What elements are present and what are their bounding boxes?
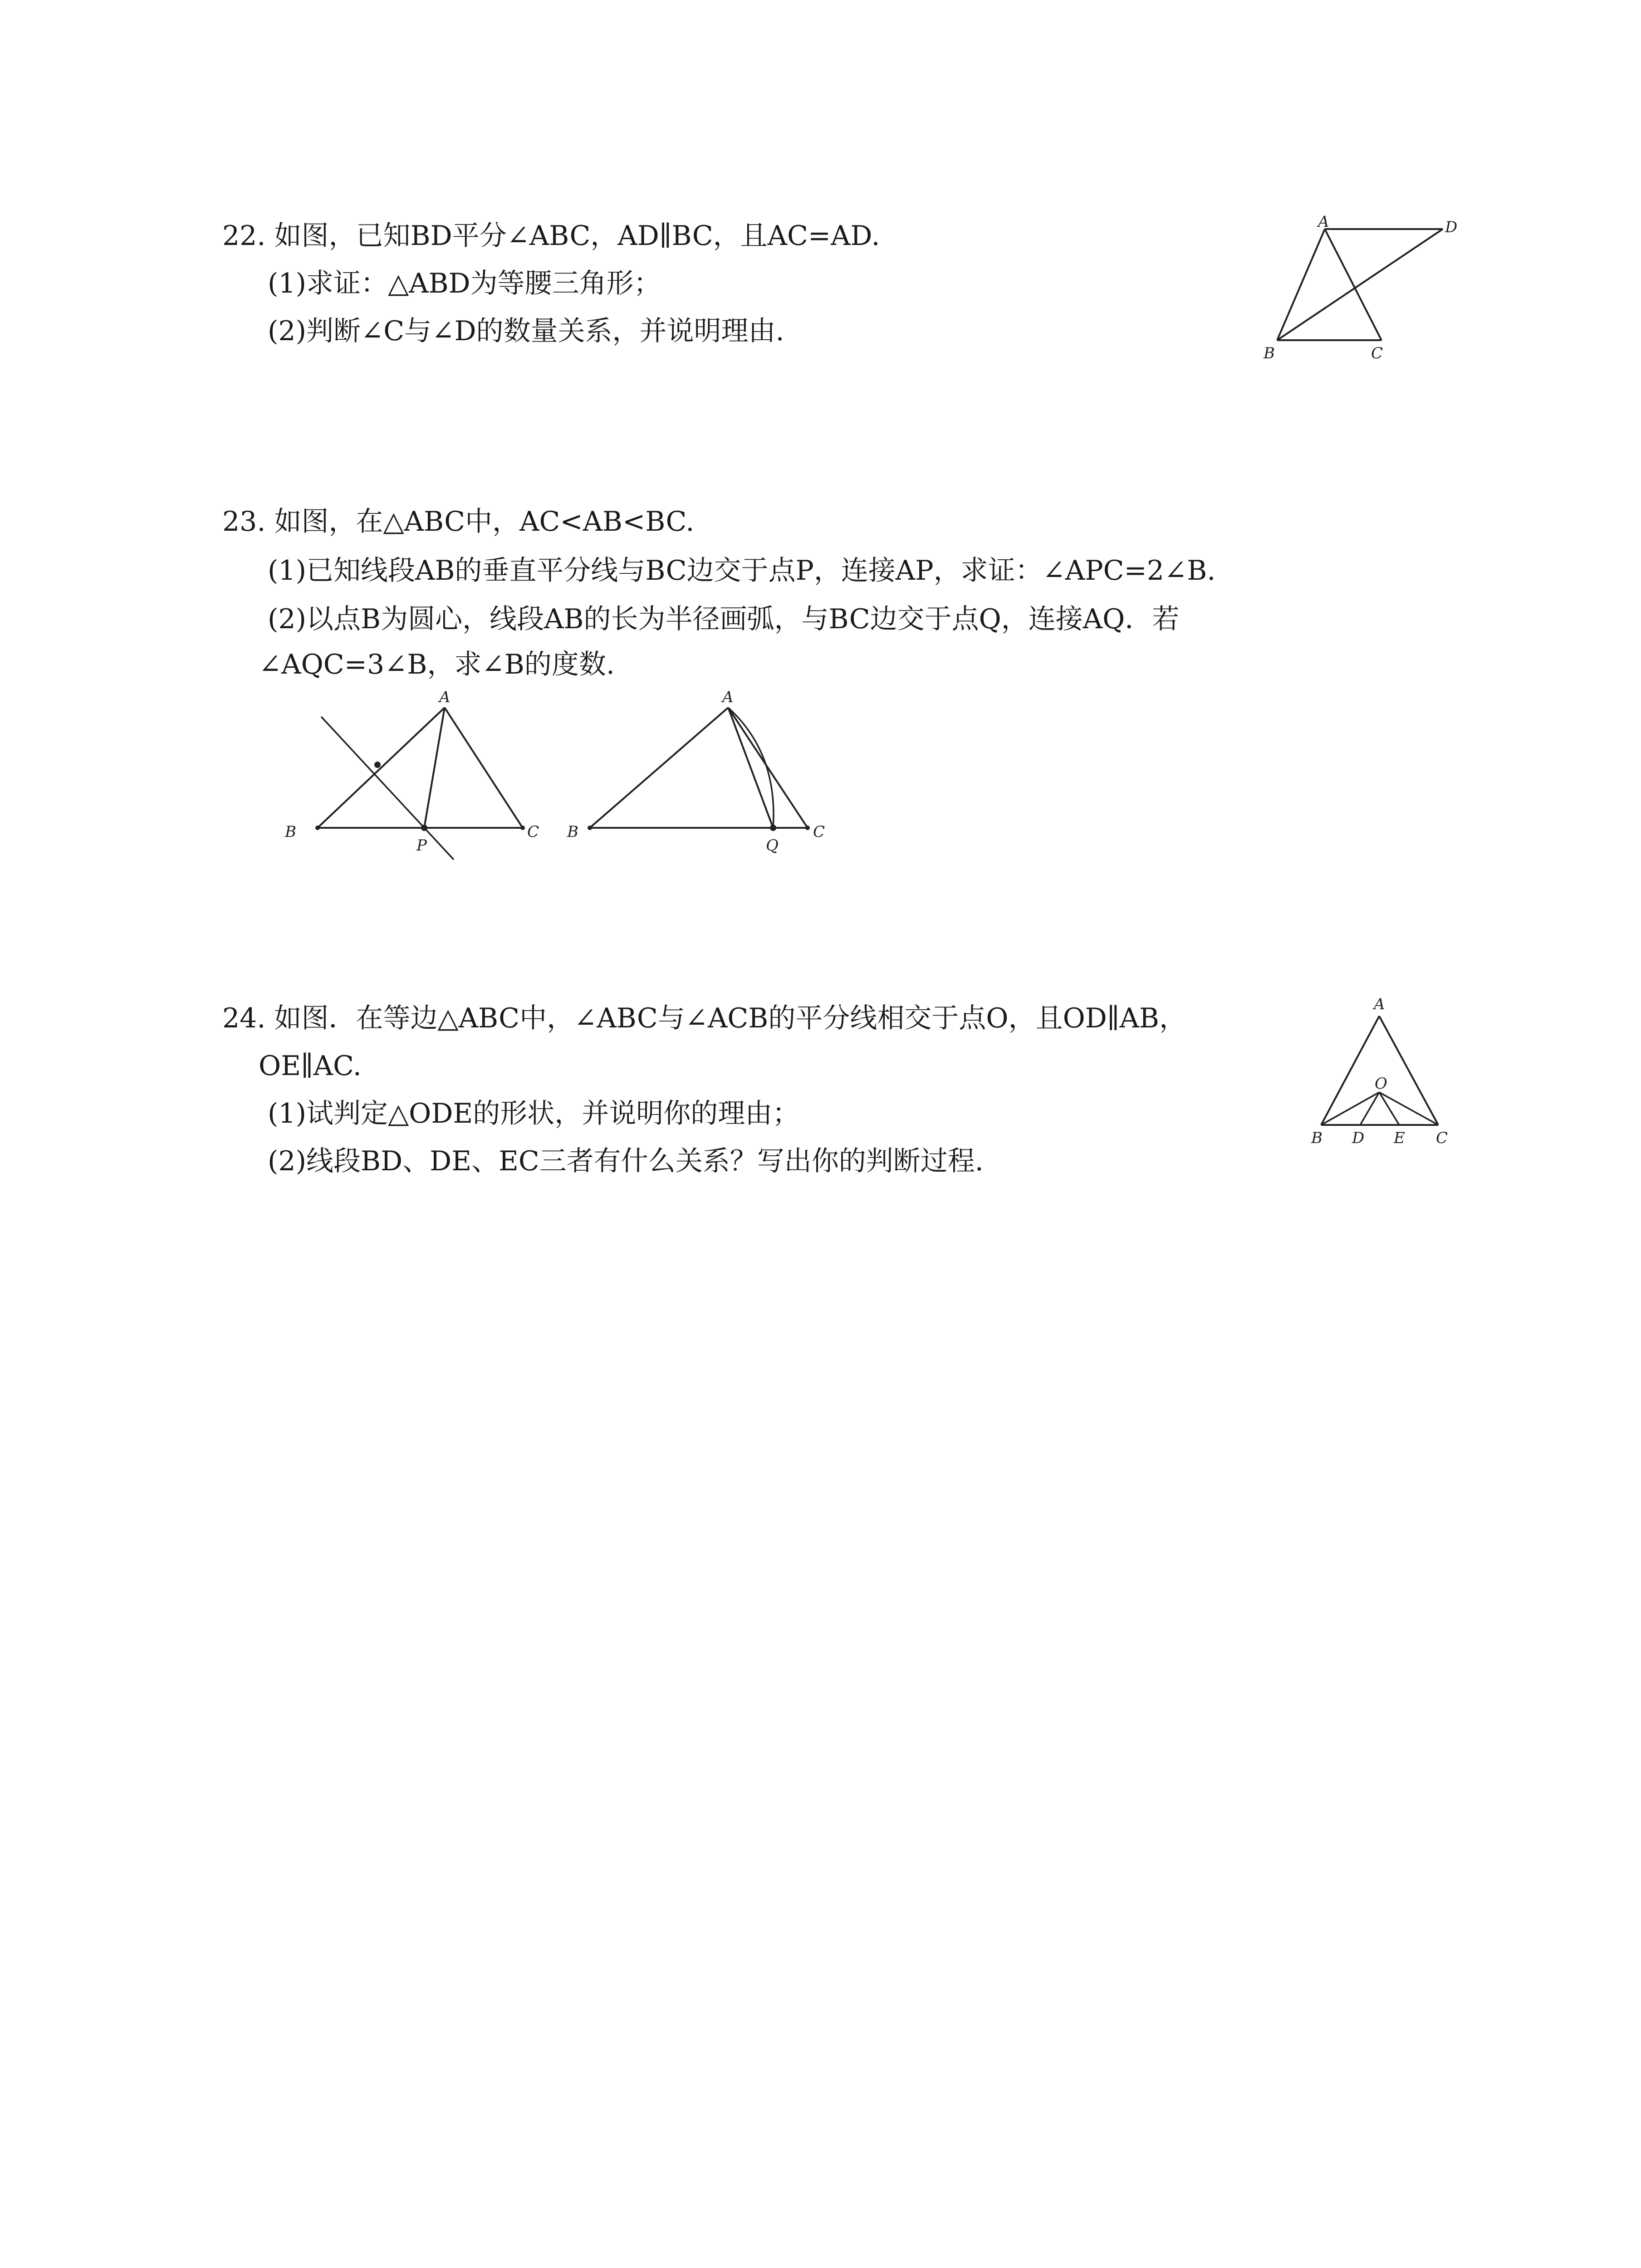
q23f1-segment-ap (424, 708, 445, 828)
q23-part1: (1)已知线段AB的垂直平分线与BC边交于点P，连接AP，求证：∠APC=2∠B. (268, 555, 1216, 587)
q23f1-label-a: A (439, 688, 451, 706)
q24-label-e: E (1394, 1129, 1405, 1147)
q23f2-label-c: C (813, 823, 825, 841)
q23f2-point-b-dot (588, 826, 592, 830)
q22-part1: (1)求证：△ABD为等腰三角形； (268, 268, 661, 299)
q23f1-segment-ac (445, 708, 523, 828)
q23f1-midpoint-dot (374, 762, 381, 768)
q24-label-b: B (1311, 1129, 1323, 1147)
q22-label-c: C (1371, 344, 1383, 362)
q23f1-label-p: P (416, 836, 427, 855)
q22-segment-ac (1325, 229, 1381, 340)
q23f2-label-q: Q (766, 836, 779, 855)
q23-part2a: (2)以点B为圆心，线段AB的长为半径画弧，与BC边交于点Q，连接AQ．若 (268, 603, 1180, 635)
q23f1-point-p-dot (421, 825, 427, 831)
q22-label-d: D (1445, 218, 1458, 236)
q23f1-segment-ab (318, 708, 445, 828)
q22-segment-bd (1277, 229, 1443, 340)
q23f1-point-c-dot (520, 826, 525, 830)
q23-figure-1 (272, 680, 554, 862)
q22-part2: (2)判断∠C与∠D的数量关系，并说明理由. (268, 315, 784, 347)
q23f2-point-q-dot (770, 825, 776, 831)
q24-label-d: D (1352, 1129, 1365, 1147)
q23f1-point-b-dot (315, 826, 320, 830)
q24-stem-a: 24. 如图．在等边△ABC中，∠ABC与∠ACB的平分线相交于点O，且OD∥AB， (222, 1002, 1187, 1034)
q23-part2b: ∠AQC=3∠B，求∠B的度数. (259, 649, 615, 680)
q22-figure (1252, 213, 1456, 372)
q24-label-a: A (1374, 995, 1385, 1013)
q24-label-c: C (1436, 1129, 1448, 1147)
q22-stem: 22. 如图，已知BD平分∠ABC，AD∥BC，且AC=AD. (222, 220, 880, 252)
q22-label-a: A (1318, 213, 1329, 231)
q23-figure-2 (563, 680, 844, 862)
q23f2-segment-ab (590, 708, 728, 828)
q23f2-point-c-dot (805, 826, 810, 830)
q24-stem-b: OE∥AC. (259, 1050, 362, 1082)
q24-figure (1307, 989, 1461, 1157)
q24-part1: (1)试判定△ODE的形状，并说明你的理由； (268, 1098, 800, 1129)
q23f2-label-a: A (722, 688, 734, 706)
q23f2-segment-ac (728, 708, 808, 828)
q23-stem: 23. 如图，在△ABC中，AC<AB<BC. (222, 506, 695, 538)
q24-label-o: O (1375, 1075, 1387, 1093)
q23f1-label-b: B (285, 823, 296, 841)
q23f2-label-b: B (567, 823, 578, 841)
q22-label-b: B (1264, 344, 1275, 362)
q24-part2: (2)线段BD、DE、EC三者有什么关系？写出你的判断过程. (268, 1145, 984, 1177)
q23f1-label-c: C (527, 823, 539, 841)
q23f1-perpendicular-bisector (321, 717, 454, 860)
